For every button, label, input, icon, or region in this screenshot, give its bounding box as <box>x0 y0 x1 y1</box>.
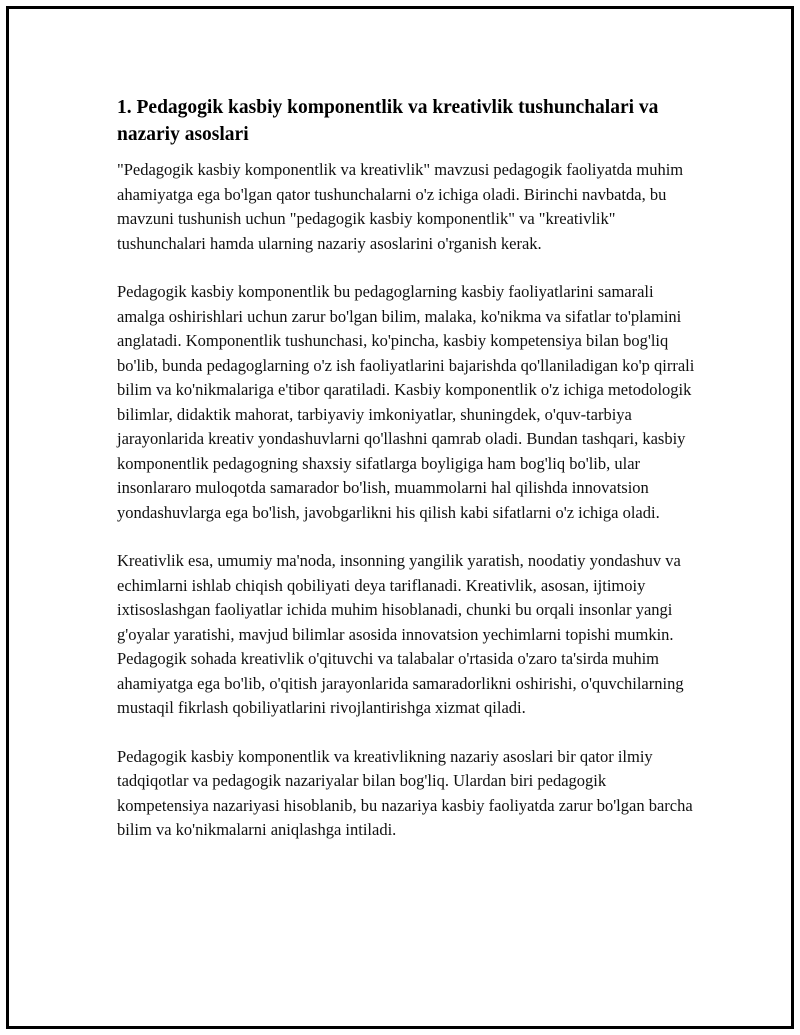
paragraph-4: Pedagogik kasbiy komponentlik va kreativlikning nazariy asoslari bir qator ilmiy tadqiqotlar va pedagogik nazariyalar bilan bog'liq. Ulardan biri pedagogik kompetensiya nazariyasi hisoblanib, bu nazariya kasbiy faoliyatda zarur bo'lgan barcha bilim va ko'nikmalarni aniqlashga intiladi. <box>117 746 693 839</box>
document-body <box>117 94 697 867</box>
paragraph-3: Kreativlik esa, umumiy ma'noda, insonning yangilik yaratish, noodatiy yondashuv va echimlarni ishlab chiqish qobiliyati deya tariflanadi. Kreativlik, asosan, ijtimoiy ixtisoslashgan faoliyatlar ichida muhim hisoblanadi, chunki bu orqali insonlar yangi g'oyalar yaratishi, mavjud bilimlar asosida innovatsion yechimlarni topishi mumkin. Pedagogik sohada kreativlik o'qituvchi va talabalar o'rtasida o'zaro ta'sirda muhim ahamiyatga ega bo'lib, o'qitish jarayonlarida samaradorlikni oshirishi, o'quvchilarning mustaqil fikrlash qobiliyatlarini rivojlantirishga xizmat qiladi. <box>117 551 684 717</box>
page-frame <box>6 6 794 1029</box>
paragraph-1: "Pedagogik kasbiy komponentlik va kreativlik" mavzusi pedagogik faoliyatda muhim ahamiyatga ega bo'lgan qator tushunchalarni o'z ichiga oladi. Birinchi navbatda, bu mavzuni tushunish uchun "pedagogik kasbiy komponentlik" va "kreativlik" tushunchalari hamda ularning nazariy asoslarini o'rganish kerak. <box>117 160 684 253</box>
section-heading: 1. Pedagogik kasbiy komponentlik va kreativlik tushunchalari va nazariy asoslari <box>117 97 659 145</box>
paragraph-2: Pedagogik kasbiy komponentlik bu pedagoglarning kasbiy faoliyatlarini samarali amalga oshirishlari uchun zarur bo'lgan bilim, malaka, ko'nikma va sifatlar to'plamini anglatadi. Komponentlik tushunchasi, ko'pincha, kasbiy kompetensiya bilan bog'liq bo'lib, bunda pedagoglarning o'z ish faoliyatlarini bajarishda qo'llaniladigan ko'p qirrali bilim va ko'nikmalariga e'tibor qaratiladi. Kasbiy komponentlik o'z ichiga metodologik bilimlar, didaktik mahorat, tarbiyaviy imkoniyatlar, shuningdek, o'quv-tarbiya jarayonlarida kreativ yondashuvlarni qo'llashni qamrab oladi. Bundan tashqari, kasbiy komponentlik pedagogning shaxsiy sifatlarga boyligiga ham bog'liq bo'lib, ular insonlararo muloqotda samarador bo'lish, muammolarni hal qilishda innovatsion yondashuvlarga ega bo'lish, javobgarlikni his qilish kabi sifatlarni o'z ichiga oladi. <box>117 282 695 522</box>
